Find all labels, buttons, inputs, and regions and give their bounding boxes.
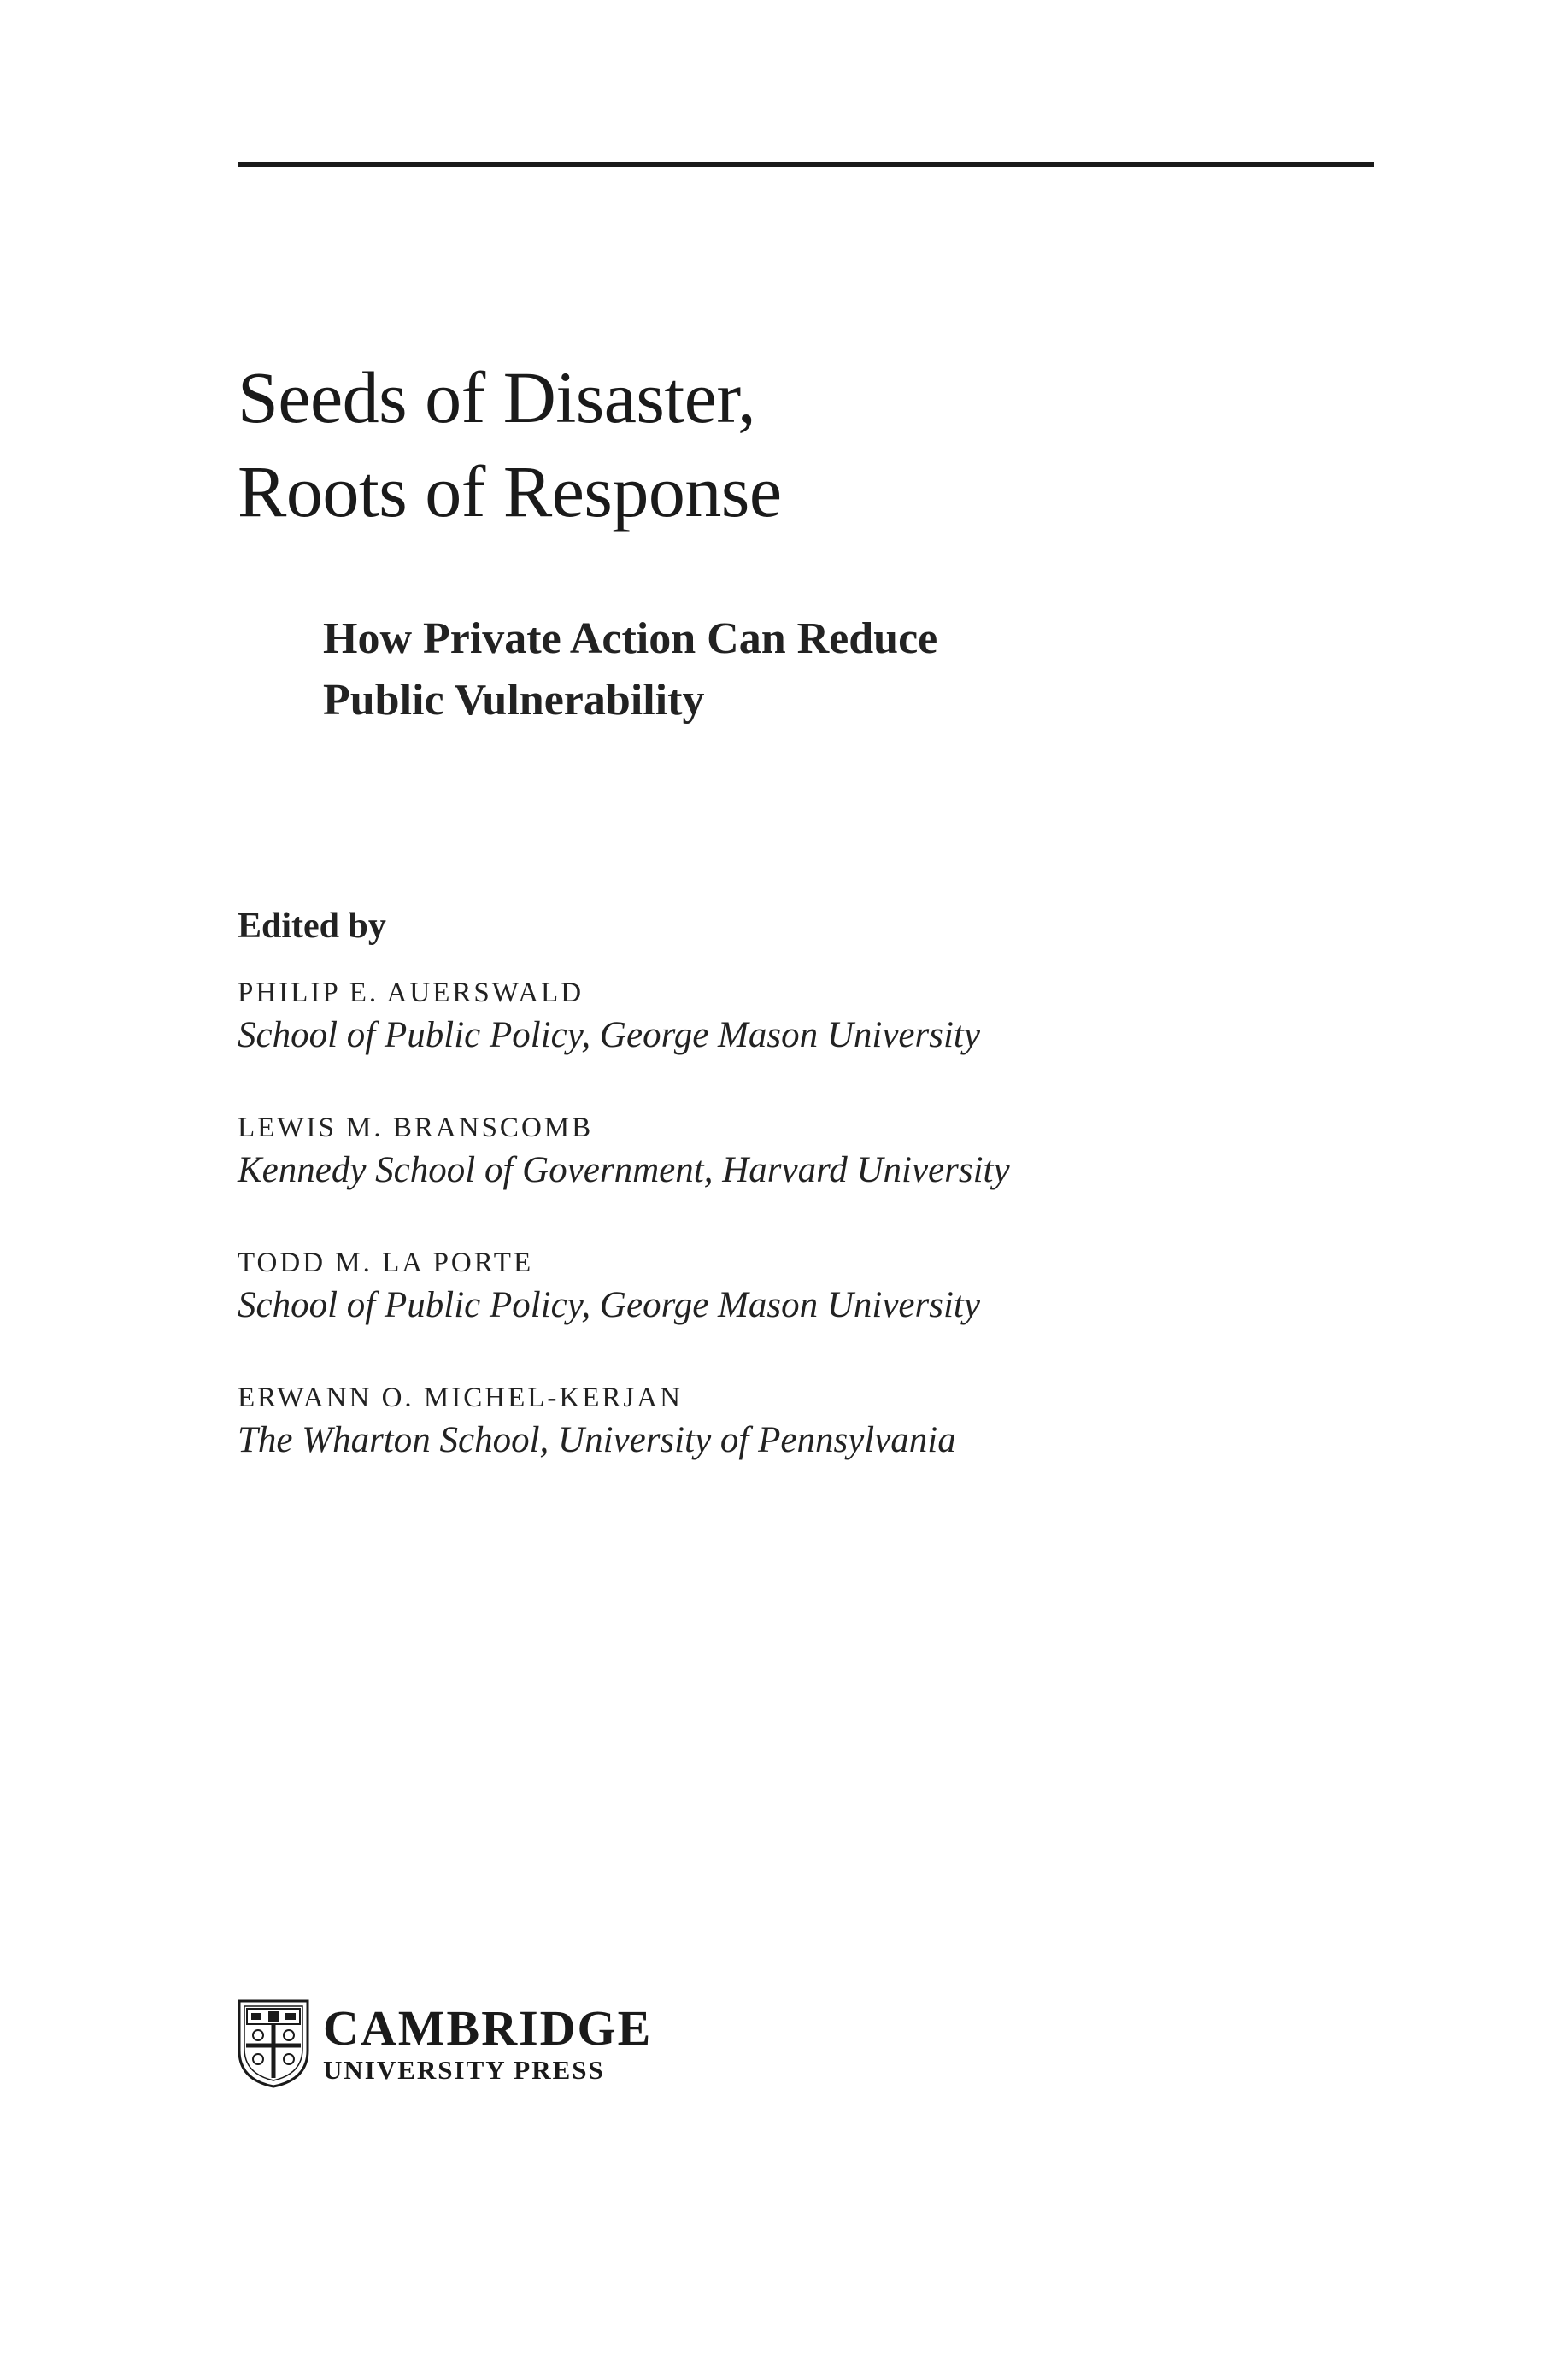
university-crest-icon: [236, 1998, 311, 2090]
publisher-name: CAMBRIDGE: [323, 2000, 653, 2056]
editor-name: LEWIS M. BRANSCOMB: [238, 1112, 594, 1143]
title-line-2: Roots of Response: [238, 450, 782, 532]
editor-affiliation: Kennedy School of Government, Harvard University: [238, 1150, 1010, 1190]
editor-entry: [238, 1109, 1348, 1194]
editor-affiliation: School of Public Policy, George Mason University: [238, 1015, 980, 1055]
edited-by-label: Edited by: [238, 907, 386, 946]
book-title: [238, 350, 782, 538]
editor-name: ERWANN O. MICHEL-KERJAN: [238, 1382, 683, 1413]
editor-entry: [238, 1244, 1348, 1329]
editor-entry: [238, 1379, 1348, 1464]
editor-list: [238, 974, 1348, 1514]
editor-affiliation: The Wharton School, University of Pennsylvania: [238, 1420, 956, 1460]
editor-name: TODD M. LA PORTE: [238, 1247, 534, 1278]
editor-name: PHILIP E. AUERSWALD: [238, 977, 584, 1008]
subtitle-line-1: How Private Action Can Reduce: [323, 614, 938, 663]
title-line-1: Seeds of Disaster,: [238, 356, 756, 438]
publisher-subtitle: UNIVERSITY PRESS: [323, 2055, 605, 2085]
book-subtitle: [323, 608, 937, 731]
publisher-logo: [236, 1998, 652, 2090]
subtitle-line-2: Public Vulnerability: [323, 676, 705, 725]
editor-affiliation: School of Public Policy, George Mason University: [238, 1285, 980, 1325]
editor-entry: [238, 974, 1348, 1059]
publisher-text: [323, 2002, 652, 2086]
top-rule: [238, 162, 1374, 167]
